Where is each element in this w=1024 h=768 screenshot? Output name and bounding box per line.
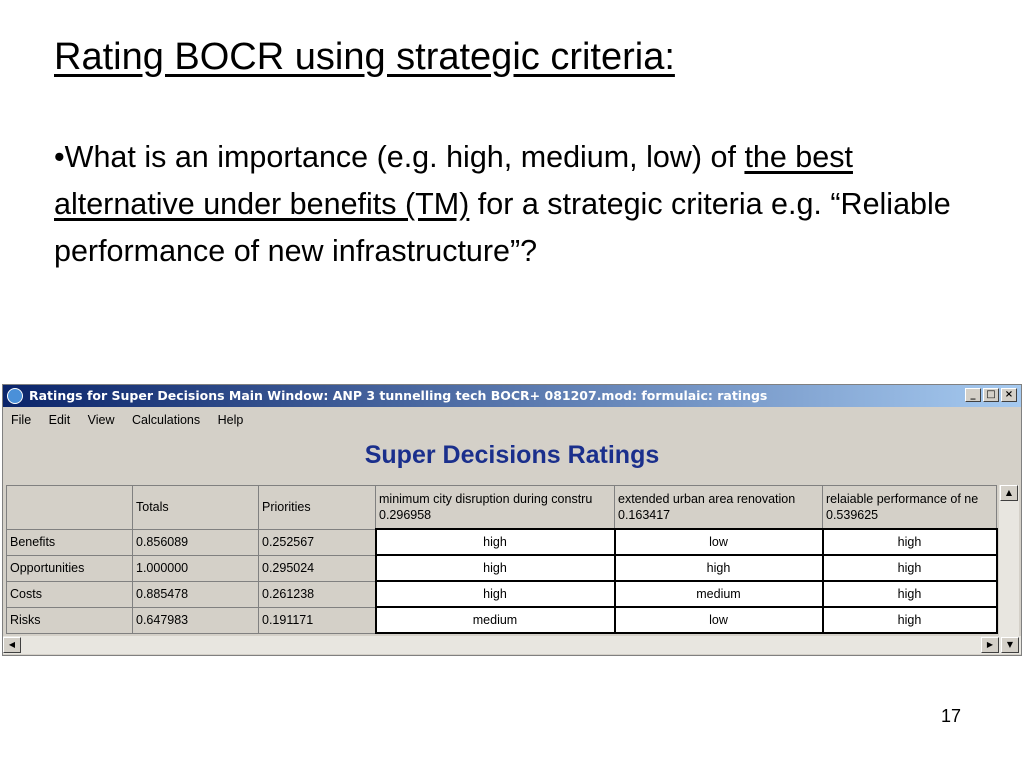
rating-cell[interactable]: medium xyxy=(615,581,823,607)
header-criterion-urban-renovation[interactable] xyxy=(615,486,823,530)
rating-cell[interactable]: high xyxy=(823,529,997,555)
rating-cell[interactable]: high xyxy=(823,581,997,607)
scroll-down-button[interactable]: ▼ xyxy=(1001,637,1019,653)
criterion-weight: 0.296958 xyxy=(379,508,432,522)
row-label: Opportunities xyxy=(7,555,133,581)
horizontal-scrollbar[interactable] xyxy=(3,636,1021,654)
rating-cell[interactable]: high xyxy=(376,581,615,607)
priority-value: 0.191171 xyxy=(259,607,376,633)
total-value: 0.885478 xyxy=(133,581,259,607)
header-priorities[interactable]: Priorities xyxy=(259,486,376,530)
app-icon xyxy=(7,388,23,404)
slide-title: Rating BOCR using strategic criteria: xyxy=(54,36,675,78)
scroll-left-button[interactable]: ◀ xyxy=(3,637,21,653)
criterion-label: extended urban area renovation xyxy=(618,492,796,506)
menu-help[interactable]: Help xyxy=(217,413,244,427)
priority-value: 0.252567 xyxy=(259,529,376,555)
bullet-prefix: •What is an importance (e.g. high, medium, low) of xyxy=(54,140,745,174)
menu-bar xyxy=(3,409,1021,431)
criterion-weight: 0.539625 xyxy=(826,508,879,522)
rating-cell[interactable]: low xyxy=(615,529,823,555)
menu-calculations[interactable]: Calculations xyxy=(132,413,201,427)
scroll-right-button[interactable]: ▶ xyxy=(981,637,999,653)
header-totals[interactable]: Totals xyxy=(133,486,259,530)
priority-value: 0.261238 xyxy=(259,581,376,607)
rating-cell[interactable]: high xyxy=(615,555,823,581)
bullet-underlined: the best alternative under benefits (TM) xyxy=(54,140,853,221)
row-label: Costs xyxy=(7,581,133,607)
rating-cell[interactable]: medium xyxy=(376,607,615,633)
table-row xyxy=(7,555,997,581)
criterion-label: minimum city disruption during constru xyxy=(379,492,593,506)
minimize-button[interactable]: _ xyxy=(965,388,981,402)
bullet-suffix: for a strategic criteria e.g. “Reliable performance of new infrastructure”? xyxy=(54,187,951,268)
close-button[interactable]: × xyxy=(1001,388,1017,402)
rating-cell[interactable]: high xyxy=(376,555,615,581)
window-titlebar[interactable] xyxy=(3,385,1021,407)
table-row xyxy=(7,607,997,633)
ratings-table xyxy=(6,485,998,634)
criterion-label: relaiable performance of ne xyxy=(826,492,979,506)
row-label: Benefits xyxy=(7,529,133,555)
rating-cell[interactable]: low xyxy=(615,607,823,633)
header-row xyxy=(7,486,997,530)
header-corner xyxy=(7,486,133,530)
rating-cell[interactable]: high xyxy=(823,555,997,581)
header-criterion-city-disruption[interactable] xyxy=(376,486,615,530)
maximize-button[interactable]: □ xyxy=(983,388,999,402)
scroll-up-button[interactable]: ▲ xyxy=(1000,485,1018,501)
menu-file[interactable]: File xyxy=(11,413,32,427)
priority-value: 0.295024 xyxy=(259,555,376,581)
window-controls xyxy=(965,388,1017,402)
window-title: Ratings for Super Decisions Main Window: ANP 3 tunnelling tech BOCR+ 081207.mod: formulaic: ratings xyxy=(29,388,768,403)
slide-page-number: 17 xyxy=(941,706,962,726)
row-label: Risks xyxy=(7,607,133,633)
total-value: 0.856089 xyxy=(133,529,259,555)
menu-edit[interactable]: Edit xyxy=(48,413,71,427)
total-value: 1.000000 xyxy=(133,555,259,581)
total-value: 0.647983 xyxy=(133,607,259,633)
ratings-window xyxy=(2,384,1022,656)
criterion-weight: 0.163417 xyxy=(618,508,671,522)
bullet-text xyxy=(54,134,984,275)
menu-view[interactable]: View xyxy=(87,413,115,427)
panel-heading: Super Decisions Ratings xyxy=(364,441,660,469)
table-row xyxy=(7,581,997,607)
rating-cell[interactable]: high xyxy=(823,607,997,633)
rating-cell[interactable]: high xyxy=(376,529,615,555)
vertical-scrollbar[interactable] xyxy=(999,485,1019,636)
header-criterion-reliable-performance[interactable] xyxy=(823,486,997,530)
table-row xyxy=(7,529,997,555)
